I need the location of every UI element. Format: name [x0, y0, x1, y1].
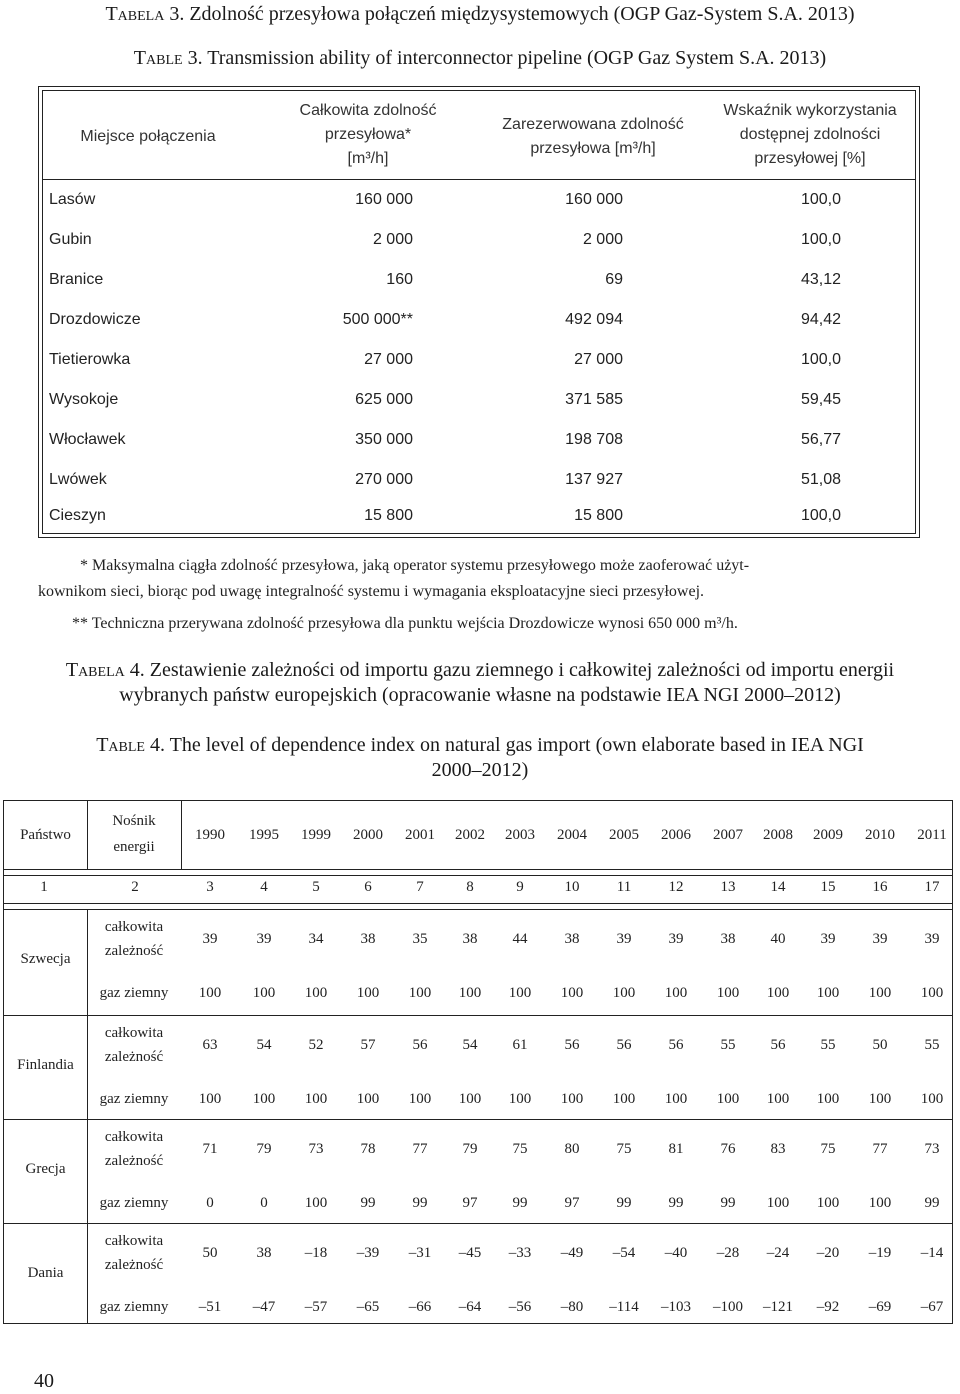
table4-cell-total: 54: [462, 1037, 478, 1053]
table3-cell-index: 59,45: [800, 391, 841, 408]
table3-footnote1-line1: * Maksymalna ciągła zdolność przesyłowa, jaką operator systemu przesyłowego może zaoferować użyt-: [80, 557, 750, 574]
table4-caption-pl-prefix: Tabela: [65, 659, 125, 681]
table3-cell-reserved: 2 000: [582, 231, 623, 248]
table4-cell-total: 39: [820, 931, 836, 947]
table4-cell-gas: 99: [720, 1195, 736, 1211]
table4-cell-gas: 97: [462, 1195, 478, 1211]
table3-cell-index: 100,0: [800, 231, 841, 248]
table3-cell-reserved: 160 000: [565, 191, 623, 208]
table4-cell-gas: –56: [508, 1299, 532, 1315]
table3-cell-total: 2 000: [372, 231, 413, 248]
table4-cell-total: 39: [616, 931, 632, 947]
table4-cell-total: –19: [868, 1245, 892, 1261]
table3-cell-total: 160: [386, 271, 413, 288]
table4-cell-gas: 99: [668, 1195, 684, 1211]
table4-header-year: 2002: [455, 827, 485, 843]
table3-footnote2: ** Techniczna przerywana zdolność przesyłowa dla punktu wejścia Drozdowicze wynosi 650 000 m³/h.: [72, 615, 738, 632]
table4-cell-total: 50: [872, 1037, 888, 1053]
table4-cell-total: 38: [564, 931, 580, 947]
table4-cell-gas: 97: [564, 1195, 580, 1211]
table4-cell-total: 57: [360, 1037, 376, 1053]
table4-cell-gas: –47: [252, 1299, 276, 1315]
table4-cell-total: –24: [766, 1245, 790, 1261]
table4-cell-gas: –57: [304, 1299, 328, 1315]
table4-cell-gas: 100: [508, 1091, 532, 1107]
table4-cell-gas: 100: [920, 1091, 944, 1107]
table4-cell-total: 56: [668, 1037, 684, 1053]
table4-header-year: 2011: [917, 827, 947, 843]
table4-cell-gas: 100: [198, 1091, 222, 1107]
table4-header-year: 1990: [195, 827, 225, 843]
table-row: [43, 220, 915, 260]
table4-carrier-total-line1: całkowita: [104, 1129, 164, 1145]
table-row: [43, 380, 915, 420]
table4-cell-total: –49: [560, 1245, 584, 1261]
table4-cell-total: –45: [458, 1245, 482, 1261]
table3-footnote1-line2: kownikom sieci, biorąc pod uwagę integralność systemu i wymagania eksploatacyjne sieci przesyłowej.: [38, 583, 705, 600]
table4-cell-total: –20: [816, 1245, 840, 1261]
table4-cell-gas: 100: [304, 1195, 328, 1211]
table4-cell-total: 50: [202, 1245, 218, 1261]
table4-cell-total: 56: [564, 1037, 580, 1053]
table4-cell-gas: –100: [713, 1299, 743, 1315]
table4-group-rule: [4, 1015, 952, 1016]
table4-caption-en-prefix: Table: [96, 734, 145, 756]
table4-country-name: Szwecja: [20, 951, 71, 967]
table4-cell-gas: –51: [198, 1299, 222, 1315]
table3-cell-reserved: 15 800: [574, 507, 623, 524]
table4-cell-total: 54: [256, 1037, 272, 1053]
table3-cell-total: 350 000: [355, 431, 413, 448]
table4-caption-en-line2: 2000–2012): [431, 759, 529, 781]
table4-cell-total: –28: [716, 1245, 740, 1261]
table4-cell-gas: 100: [766, 1091, 790, 1107]
table4-cell-total: 81: [668, 1141, 684, 1157]
table3-header-place: [43, 125, 253, 149]
table4-cell-gas: 100: [868, 1091, 892, 1107]
table4-carrier-total-line2: zależność: [104, 943, 164, 959]
table-row: [43, 300, 915, 340]
table4-cell-total: 56: [616, 1037, 632, 1053]
table4-cell-gas: –69: [868, 1299, 892, 1315]
table3-cell-total: 500 000**: [342, 311, 413, 328]
table4-cell-gas: 100: [868, 1195, 892, 1211]
table4-country-name: Finlandia: [17, 1057, 74, 1073]
table4-col-number: 2: [131, 879, 139, 895]
table3-cell-index: 56,77: [800, 431, 841, 448]
table4-col-number: 4: [260, 879, 268, 895]
table3-cell-reserved: 198 708: [565, 431, 623, 448]
table4-cell-total: –18: [304, 1245, 328, 1261]
table4-cell-total: 38: [360, 931, 376, 947]
table4-cell-total: 56: [770, 1037, 786, 1053]
table3-caption-pl: [0, 2, 960, 27]
table3-header-reserved-line1: Zarezerwowana zdolność: [502, 116, 684, 133]
table4-cell-total: 73: [308, 1141, 324, 1157]
table4-cell-total: 75: [616, 1141, 632, 1157]
table3-header-reserved: [483, 113, 703, 161]
table4-cell-total: 34: [308, 931, 324, 947]
table4-cell-total: –14: [920, 1245, 944, 1261]
table4-cell-total: 55: [720, 1037, 736, 1053]
table-row: [43, 420, 915, 460]
table3-cell-place: Lasów: [49, 191, 96, 208]
table4-cell-gas: 100: [664, 985, 688, 1001]
table4-cell-gas: 100: [766, 1195, 790, 1211]
table4-vrule: [87, 801, 88, 869]
table4-cell-total: 55: [820, 1037, 836, 1053]
table4-col-number: 11: [616, 879, 632, 895]
table4-cell-total: 56: [412, 1037, 428, 1053]
table4-col-number: 12: [668, 879, 684, 895]
table3-caption-pl-text: 3. Zdolność przesyłowa połączeń międzysystemowych (OGP Gaz-System S.A. 2013): [164, 3, 855, 25]
table4-cell-total: –40: [664, 1245, 688, 1261]
table-row: [43, 260, 915, 300]
table4-caption-en-line1: [0, 733, 960, 758]
table4-cell-gas: 100: [612, 1091, 636, 1107]
table4-caption-en-text: 4. The level of dependence index on natural gas import (own elaborate based in IEA NGI: [144, 734, 864, 756]
table4-header-year: 2008: [763, 827, 793, 843]
table4-col-number: 10: [564, 879, 580, 895]
table4-header-year: 2007: [713, 827, 743, 843]
table4-cell-total: 44: [512, 931, 528, 947]
table4-cell-gas: 100: [816, 985, 840, 1001]
table4-col-number: 6: [364, 879, 372, 895]
table3-cell-reserved: 137 927: [565, 471, 623, 488]
table4-cell-gas: 100: [458, 985, 482, 1001]
table4-header-year: 2004: [557, 827, 587, 843]
page-number: 40: [34, 1370, 54, 1392]
table4-cell-total: 61: [512, 1037, 528, 1053]
table4-cell-gas: –80: [560, 1299, 584, 1315]
table4-cell-gas: 0: [260, 1195, 268, 1211]
table4-col-number: 8: [466, 879, 474, 895]
table4-cell-gas: –64: [458, 1299, 482, 1315]
table4-cell-gas: 100: [304, 985, 328, 1001]
table3-cell-place: Branice: [49, 271, 104, 288]
table4-col-number: 5: [312, 879, 320, 895]
table4-cell-total: 75: [512, 1141, 528, 1157]
table4-cell-total: 39: [924, 931, 940, 947]
table3-cell-place: Wysokoje: [49, 391, 119, 408]
table4-carrier-gas: gaz ziemny: [99, 1091, 169, 1107]
table4-cell-gas: 100: [304, 1091, 328, 1107]
table4-cell-gas: 0: [206, 1195, 214, 1211]
table3-cell-place: Tietierowka: [49, 351, 131, 368]
table3-header-total-line1: Całkowita zdolność: [299, 102, 437, 119]
table-row: [43, 340, 915, 380]
table4-cell-total: 77: [412, 1141, 428, 1157]
table4-rule: [4, 875, 952, 876]
table4-cell-gas: 99: [924, 1195, 940, 1211]
table4-rule: [4, 903, 952, 904]
table3-cell-total: 27 000: [364, 351, 413, 368]
table4-cell-gas: 99: [412, 1195, 428, 1211]
table4-cell-total: 75: [820, 1141, 836, 1157]
table3-header-reserved-line2: przesyłowa [m³/h]: [530, 140, 656, 157]
table4-cell-gas: –103: [661, 1299, 691, 1315]
table3-header-index-line1: Wskaźnik wykorzystania: [723, 102, 897, 119]
table4-col-number: 1: [40, 879, 48, 895]
table3-cell-total: 15 800: [364, 507, 413, 524]
table4-cell-total: –54: [612, 1245, 636, 1261]
table4-cell-total: 78: [360, 1141, 376, 1157]
table-row: [43, 496, 915, 536]
table4-cell-gas: 100: [816, 1195, 840, 1211]
table4-rule: [4, 869, 952, 870]
table4-cell-total: 71: [202, 1141, 218, 1157]
table3-caption-en: [0, 46, 960, 71]
table3-cell-place: Drozdowicze: [49, 311, 141, 328]
table3-header-index: [703, 99, 917, 171]
table3-header-index-line2: dostępnej zdolności: [739, 126, 881, 143]
table4-header-year: 2010: [865, 827, 895, 843]
table4-cell-gas: 100: [198, 985, 222, 1001]
table4-cell-gas: 99: [616, 1195, 632, 1211]
table3-header-total-line3: [m³/h]: [347, 150, 389, 167]
table4-cell-gas: 100: [508, 985, 532, 1001]
table4-cell-gas: –67: [920, 1299, 944, 1315]
table3-cell-index: 94,42: [800, 311, 841, 328]
table4-group-rule: [4, 1119, 952, 1120]
table4-caption-en: [0, 733, 960, 783]
table3-caption-en-text: 3. Transmission ability of interconnector pipeline (OGP Gaz System S.A. 2013): [182, 47, 827, 69]
table4-header-carrier-line2: energii: [113, 839, 155, 855]
table4-carrier-total-line2: zależność: [104, 1153, 164, 1169]
table4-cell-gas: 100: [868, 985, 892, 1001]
table4-cell-total: 38: [462, 931, 478, 947]
table4-header-carrier-line1: Nośnik: [112, 813, 156, 829]
table4-cell-total: 39: [668, 931, 684, 947]
table4-cell-gas: 100: [816, 1091, 840, 1107]
table3-header-place-text: Miejsce połączenia: [80, 128, 216, 145]
table4-country-name: Grecja: [25, 1161, 66, 1177]
table3-cell-place: Włocławek: [49, 431, 126, 448]
table3-cell-index: 100,0: [800, 507, 841, 524]
table4-cell-gas: 100: [920, 985, 944, 1001]
table4-cell-gas: 99: [512, 1195, 528, 1211]
table4-cell-gas: 100: [458, 1091, 482, 1107]
table3-cell-index: 100,0: [800, 351, 841, 368]
table3-cell-total: 270 000: [355, 471, 413, 488]
table4-header-year: 2000: [353, 827, 383, 843]
table4-carrier-total-line1: całkowita: [104, 919, 164, 935]
table4-cell-total: 55: [924, 1037, 940, 1053]
table3-header-total: [253, 99, 483, 171]
table4-cell-total: –31: [408, 1245, 432, 1261]
table4-col-number: 17: [924, 879, 940, 895]
table4-cell-total: 73: [924, 1141, 940, 1157]
table4-cell-gas: 100: [716, 985, 740, 1001]
table3-cell-total: 625 000: [355, 391, 413, 408]
table4-col-number: 13: [720, 879, 736, 895]
table3-cell-reserved: 69: [605, 271, 623, 288]
table4-col-number: 16: [872, 879, 888, 895]
table4-cell-total: 83: [770, 1141, 786, 1157]
table4-carrier-gas: gaz ziemny: [99, 1195, 169, 1211]
table3-caption-pl-prefix: Tabela: [105, 3, 165, 25]
table4-cell-gas: 100: [612, 985, 636, 1001]
table4-country-name: Dania: [27, 1265, 64, 1281]
table4-cell-gas: 100: [356, 985, 380, 1001]
table4-cell-gas: 100: [356, 1091, 380, 1107]
table4-header-year: 1999: [301, 827, 331, 843]
table4-cell-gas: –65: [356, 1299, 380, 1315]
table4-header-year: 2003: [505, 827, 535, 843]
table4-carrier-gas: gaz ziemny: [99, 1299, 169, 1315]
table4-cell-total: 39: [872, 931, 888, 947]
table4-cell-total: 79: [256, 1141, 272, 1157]
table4-cell-gas: –114: [609, 1299, 639, 1315]
table4-carrier-total-line2: zależność: [104, 1257, 164, 1273]
table4-header-year: 2006: [661, 827, 691, 843]
table4-cell-gas: 99: [360, 1195, 376, 1211]
table4-header-year: 2005: [609, 827, 639, 843]
table4-group-rule: [4, 1223, 952, 1224]
table4-cell-total: 76: [720, 1141, 736, 1157]
table4-cell-gas: 100: [560, 985, 584, 1001]
table4-col-number: 15: [820, 879, 836, 895]
table4-col-number: 14: [770, 879, 786, 895]
table4-carrier-total-line2: zależność: [104, 1049, 164, 1065]
table3-cell-reserved: 27 000: [574, 351, 623, 368]
table4-header-year: 1995: [249, 827, 279, 843]
table4-cell-total: –33: [508, 1245, 532, 1261]
table4-cell-gas: –66: [408, 1299, 432, 1315]
table4-carrier-total-line1: całkowita: [104, 1025, 164, 1041]
table3-cell-index: 51,08: [800, 471, 841, 488]
table3-header-index-line3: przesyłowej [%]: [754, 150, 866, 167]
table3-cell-place: Gubin: [49, 231, 92, 248]
table3-cell-place: Cieszyn: [49, 507, 106, 524]
table3-inner-frame: [42, 90, 916, 534]
table3-cell-index: 100,0: [800, 191, 841, 208]
table3-cell-reserved: 371 585: [565, 391, 623, 408]
table4-header-year: 2001: [405, 827, 435, 843]
table4-caption-pl: [0, 658, 960, 708]
table4-caption-pl-text: 4. Zestawienie zależności od importu gazu ziemnego i całkowitej zależności od importu energii: [124, 659, 895, 681]
table4-col-number: 3: [206, 879, 214, 895]
table3-cell-reserved: 492 094: [565, 311, 623, 328]
table4-cell-total: 38: [256, 1245, 272, 1261]
table4-cell-total: –39: [356, 1245, 380, 1261]
table4-carrier-gas: gaz ziemny: [99, 985, 169, 1001]
table3-cell-place: Lwówek: [49, 471, 107, 488]
table4-cell-gas: 100: [408, 985, 432, 1001]
table4-cell-total: 63: [202, 1037, 218, 1053]
table4-cell-total: 39: [256, 931, 272, 947]
table4-caption-pl-line2: wybranych państw europejskich (opracowanie własne na podstawie IEA NGI 2000–2012): [119, 684, 841, 706]
table4-cell-total: 79: [462, 1141, 478, 1157]
table4-cell-total: 80: [564, 1141, 580, 1157]
table4-cell-gas: 100: [560, 1091, 584, 1107]
table4-header-country: Państwo: [20, 827, 71, 843]
table4-col-number: 9: [516, 879, 524, 895]
table4-cell-gas: –121: [763, 1299, 793, 1315]
table4-vrule: [181, 801, 182, 869]
table4-cell-total: 40: [770, 931, 786, 947]
table4-cell-total: 39: [202, 931, 218, 947]
table3-header-total-line2: przesyłowa*: [324, 126, 412, 143]
table3: [38, 86, 920, 538]
table4-cell-total: 38: [720, 931, 736, 947]
table-row: [43, 460, 915, 500]
table3-caption-en-prefix: Table: [133, 47, 183, 69]
table4-carrier-total-line1: całkowita: [104, 1233, 164, 1249]
table4-rule: [4, 909, 952, 910]
table4-col-number: 7: [416, 879, 424, 895]
table-row: [43, 180, 915, 220]
table4-cell-gas: 100: [766, 985, 790, 1001]
table4-header-year: 2009: [813, 827, 843, 843]
table4-cell-gas: 100: [716, 1091, 740, 1107]
table4-cell-gas: 100: [664, 1091, 688, 1107]
table4-cell-gas: 100: [252, 985, 276, 1001]
table4-cell-gas: –92: [816, 1299, 840, 1315]
table3-cell-index: 43,12: [800, 271, 841, 288]
table4-cell-gas: 100: [252, 1091, 276, 1107]
table4: [3, 800, 953, 1324]
table4-caption-pl-line1: [0, 658, 960, 683]
table3-cell-total: 160 000: [355, 191, 413, 208]
table4-cell-gas: 100: [408, 1091, 432, 1107]
table4-cell-total: 35: [412, 931, 428, 947]
table4-cell-total: 52: [308, 1037, 324, 1053]
table4-cell-total: 77: [872, 1141, 888, 1157]
